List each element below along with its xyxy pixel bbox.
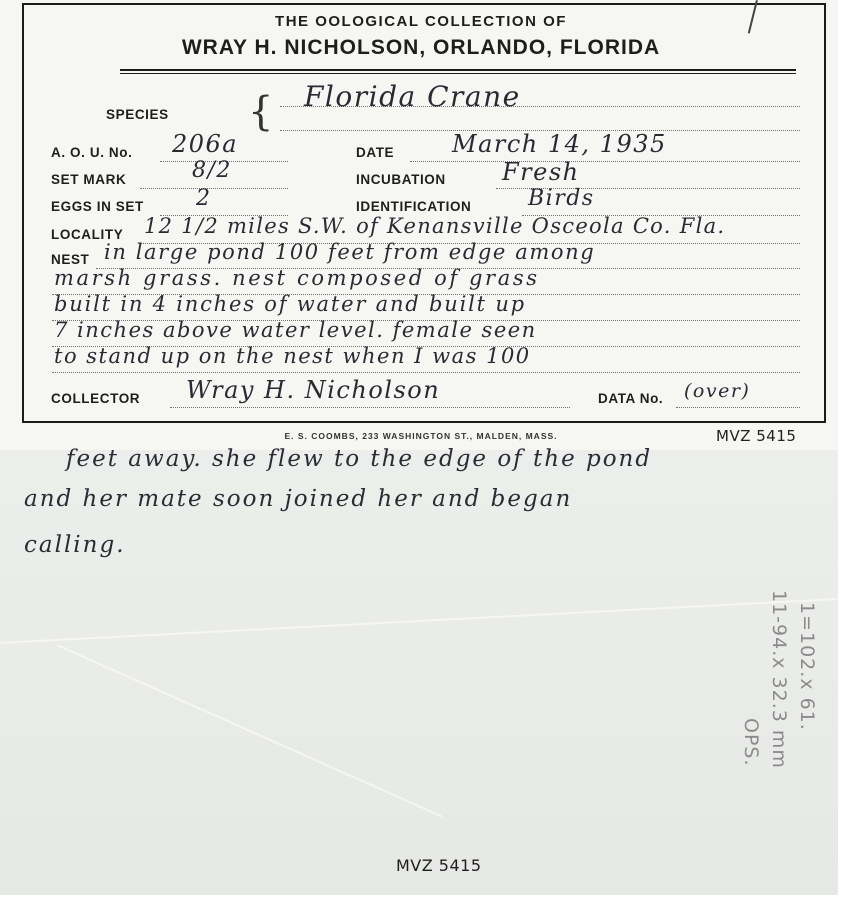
eggs-in-set-label: EGGS IN SET xyxy=(51,199,144,214)
back-text-line-3: calling. xyxy=(24,532,126,558)
incubation-value: Fresh xyxy=(502,158,580,186)
identification-value: Birds xyxy=(528,186,595,211)
species-brace: { xyxy=(248,89,274,135)
pencil-note-2: 11-94.x 32.3 mm xyxy=(768,590,790,769)
date-line xyxy=(410,161,800,162)
pencil-note-1: 1=102.x 61. xyxy=(796,602,818,731)
nest-label: NEST xyxy=(51,252,90,267)
collector-value: Wray H. Nicholson xyxy=(186,376,441,404)
back-text-line-1: feet away. she flew to the edge of the pond xyxy=(66,446,653,472)
header-rule-top xyxy=(120,69,796,71)
catalog-stamp-back: MVZ 5415 xyxy=(396,856,482,875)
data-no-value: (over) xyxy=(684,380,751,402)
nest-line-5 xyxy=(52,372,800,373)
nest-text-line-3: built in 4 inches of water and built up xyxy=(54,292,526,316)
data-card-back xyxy=(0,450,838,895)
locality-value: 12 1/2 miles S.W. of Kenansville Osceola Co. Fla. xyxy=(144,214,726,238)
set-mark-value: 8/2 xyxy=(192,158,232,183)
data-no-label: DATA No. xyxy=(598,391,664,406)
card-header-title: THE OOLOGICAL COLLECTION OF xyxy=(275,13,567,30)
back-text-line-2: and her mate soon joined her and began xyxy=(24,486,573,512)
card-header-owner: WRAY H. NICHOLSON, ORLANDO, FLORIDA xyxy=(181,36,661,59)
nest-text-line-5: to stand up on the nest when I was 100 xyxy=(54,344,531,368)
date-value: March 14, 1935 xyxy=(452,130,667,158)
species-label: SPECIES xyxy=(106,107,169,122)
set-mark-label: SET MARK xyxy=(51,172,127,187)
incubation-label: INCUBATION xyxy=(356,172,446,187)
printer-imprint: E. S. COOMBS, 233 WASHINGTON ST., MALDEN, MASS. xyxy=(284,431,558,441)
paper-crease-2 xyxy=(58,645,443,818)
eggs-in-set-value: 2 xyxy=(196,186,212,211)
species-value: Florida Crane xyxy=(304,80,521,113)
nest-text-line-2: marsh grass. nest composed of grass xyxy=(54,266,540,290)
data-no-line xyxy=(676,407,800,408)
set-mark-line xyxy=(140,188,288,189)
nest-text-line-4: 7 inches above water level. female seen xyxy=(54,318,537,342)
identification-label: IDENTIFICATION xyxy=(356,199,472,214)
paper-crease-1 xyxy=(1,598,838,644)
locality-label: LOCALITY xyxy=(51,227,124,242)
data-card-front xyxy=(0,0,838,450)
catalog-stamp-front: MVZ 5415 xyxy=(716,427,797,445)
pencil-note-3: OPS. xyxy=(740,718,762,767)
nest-text-line-1: in large pond 100 feet from edge among xyxy=(104,240,596,264)
aou-label: A. O. U. No. xyxy=(51,145,133,160)
collector-line xyxy=(170,407,570,408)
collector-label: COLLECTOR xyxy=(51,391,141,406)
date-label: DATE xyxy=(356,145,395,160)
header-rule-bottom xyxy=(120,73,796,74)
aou-value: 206a xyxy=(172,130,239,158)
